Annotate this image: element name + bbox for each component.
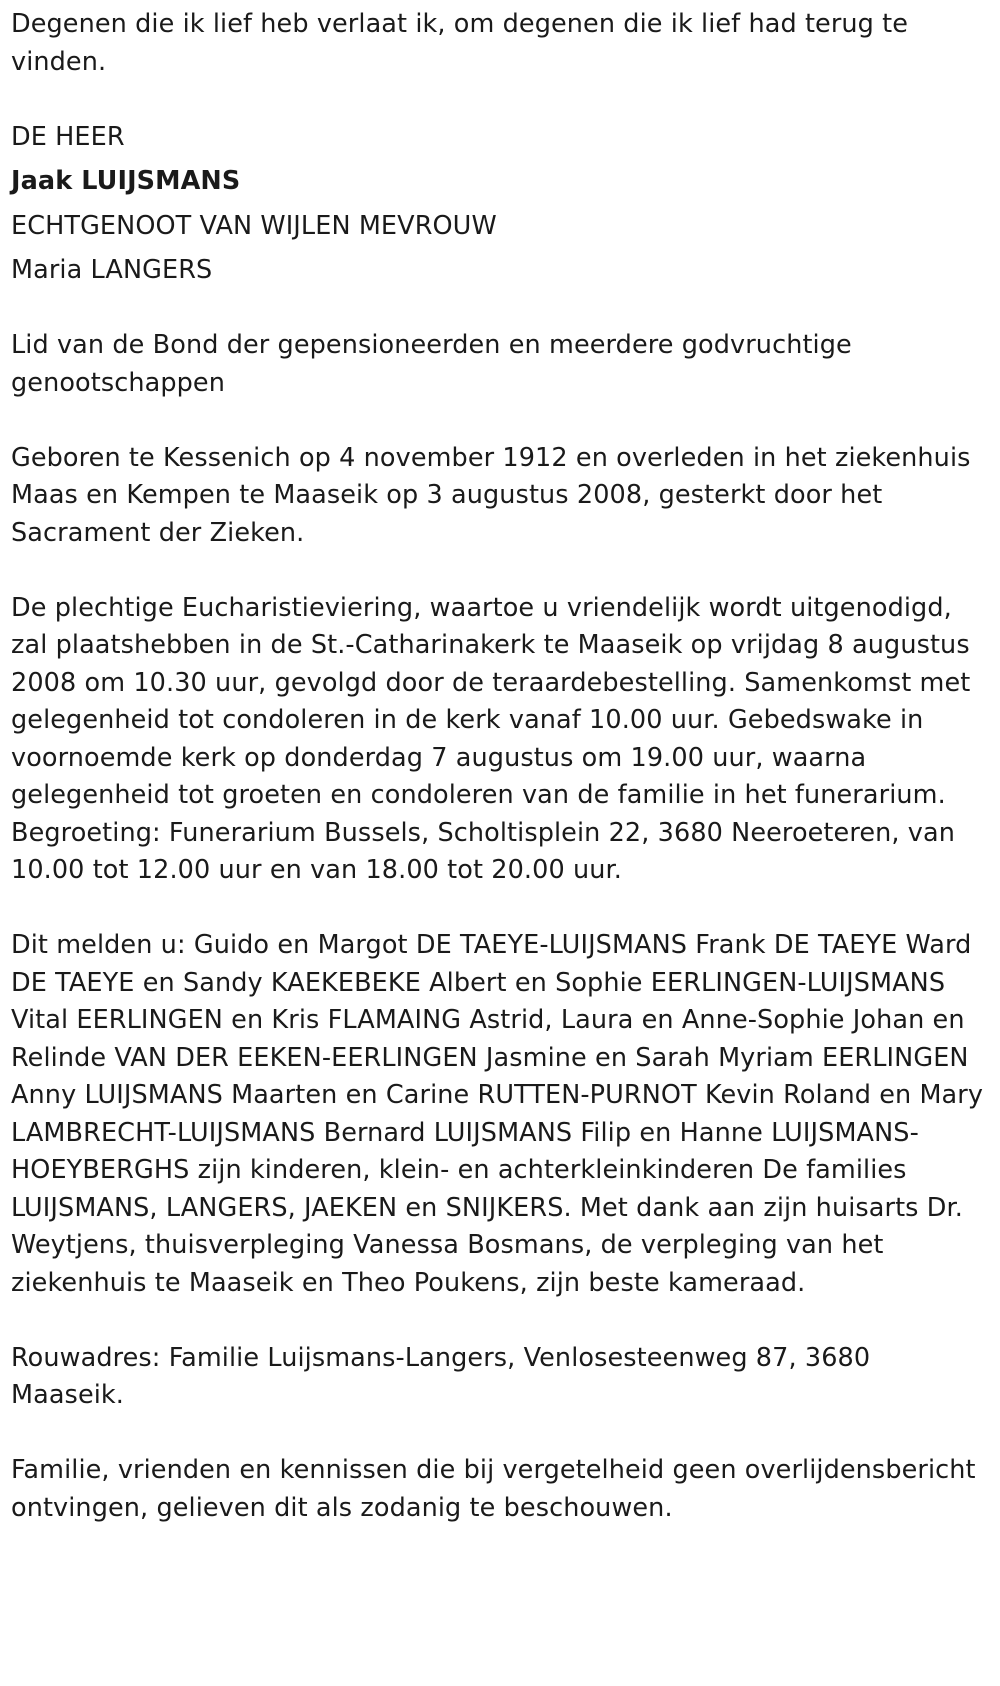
closing-notice: Familie, vrienden en kennissen die bij vergetelheid geen overlijdensbericht ontvingen, gelieven dit als zodanig te beschouwen. [11, 1455, 976, 1523]
title-prefix: DE HEER [11, 121, 125, 152]
mourning-address: Rouwadres: Familie Luijsmans-Langers, Venlosesteenweg 87, 3680 Maaseik. [11, 1342, 871, 1410]
deceased-header [11, 119, 990, 290]
spouse-label: ECHTGENOOT VAN WIJLEN MEVROUW [11, 210, 497, 241]
membership-text: Lid van de Bond der gepensioneerden en meerdere godvruchtige genootschappen [11, 330, 852, 398]
spouse-name: Maria LANGERS [11, 255, 213, 285]
ceremony-text: De plechtige Eucharistieviering, waartoe u vriendelijk wordt uitgenodigd, zal plaatshebben in de St.-Catharinakerk te Maaseik op vrijdag 8 augustus 2008 om 10.30 uur, gevolgd door de teraardebestelling. Samenkomst met gelegenheid tot condoleren in de kerk vanaf 10.00 uur. Gebedswake in voornoemde kerk op donderdag 7 augustus om 19.00 uur, waarna gelegenheid tot groeten en condoleren van de familie in het funerarium. Begroeting: Funerarium Bussels, Scholtisplein 22, 3680 Neeroeteren, van 10.00 tot 12.00 uur en van 18.00 tot 20.00 uur. [11, 592, 971, 885]
birth-death-text: Geboren te Kessenich op 4 november 1912 en overleden in het ziekenhuis Maas en Kempen te Maaseik op 3 augustus 2008, gesterkt door het Sacrament der Zieken. [11, 442, 971, 548]
motto-text: Degenen die ik lief heb verlaat ik, om degenen die ik lief had terug te vinden. [11, 9, 909, 77]
family-text: Dit melden u: Guido en Margot DE TAEYE-LUIJSMANS Frank DE TAEYE Ward DE TAEYE en Sandy KAEKEBEKE Albert en Sophie EERLINGEN-LUIJSMANS Vital EERLINGEN en Kris FLAMAING Astrid, Laura en Anne-Sophie Johan en Relinde VAN DER EEKEN-EERLINGEN Jasmine en Sarah Myriam EERLINGEN Anny LUIJSMANS Maarten en Carine RUTTEN-PURNOT Kevin Roland en Mary LAMBRECHT-LUIJSMANS Bernard LUIJSMANS Filip en Hanne LUIJSMANS-HOEYBERGHS zijn kinderen, klein- en achterkleinkinderen De families LUIJSMANS, LANGERS, JAEKEN en SNIJKERS. Met dank aan zijn huisarts Dr. Weytjens, thuisverpleging Vanessa Bosmans, de verpleging van het ziekenhuis te Maaseik en Theo Poukens, zijn beste kameraad. [11, 930, 984, 1298]
deceased-name: Jaak LUIJSMANS [11, 166, 241, 196]
